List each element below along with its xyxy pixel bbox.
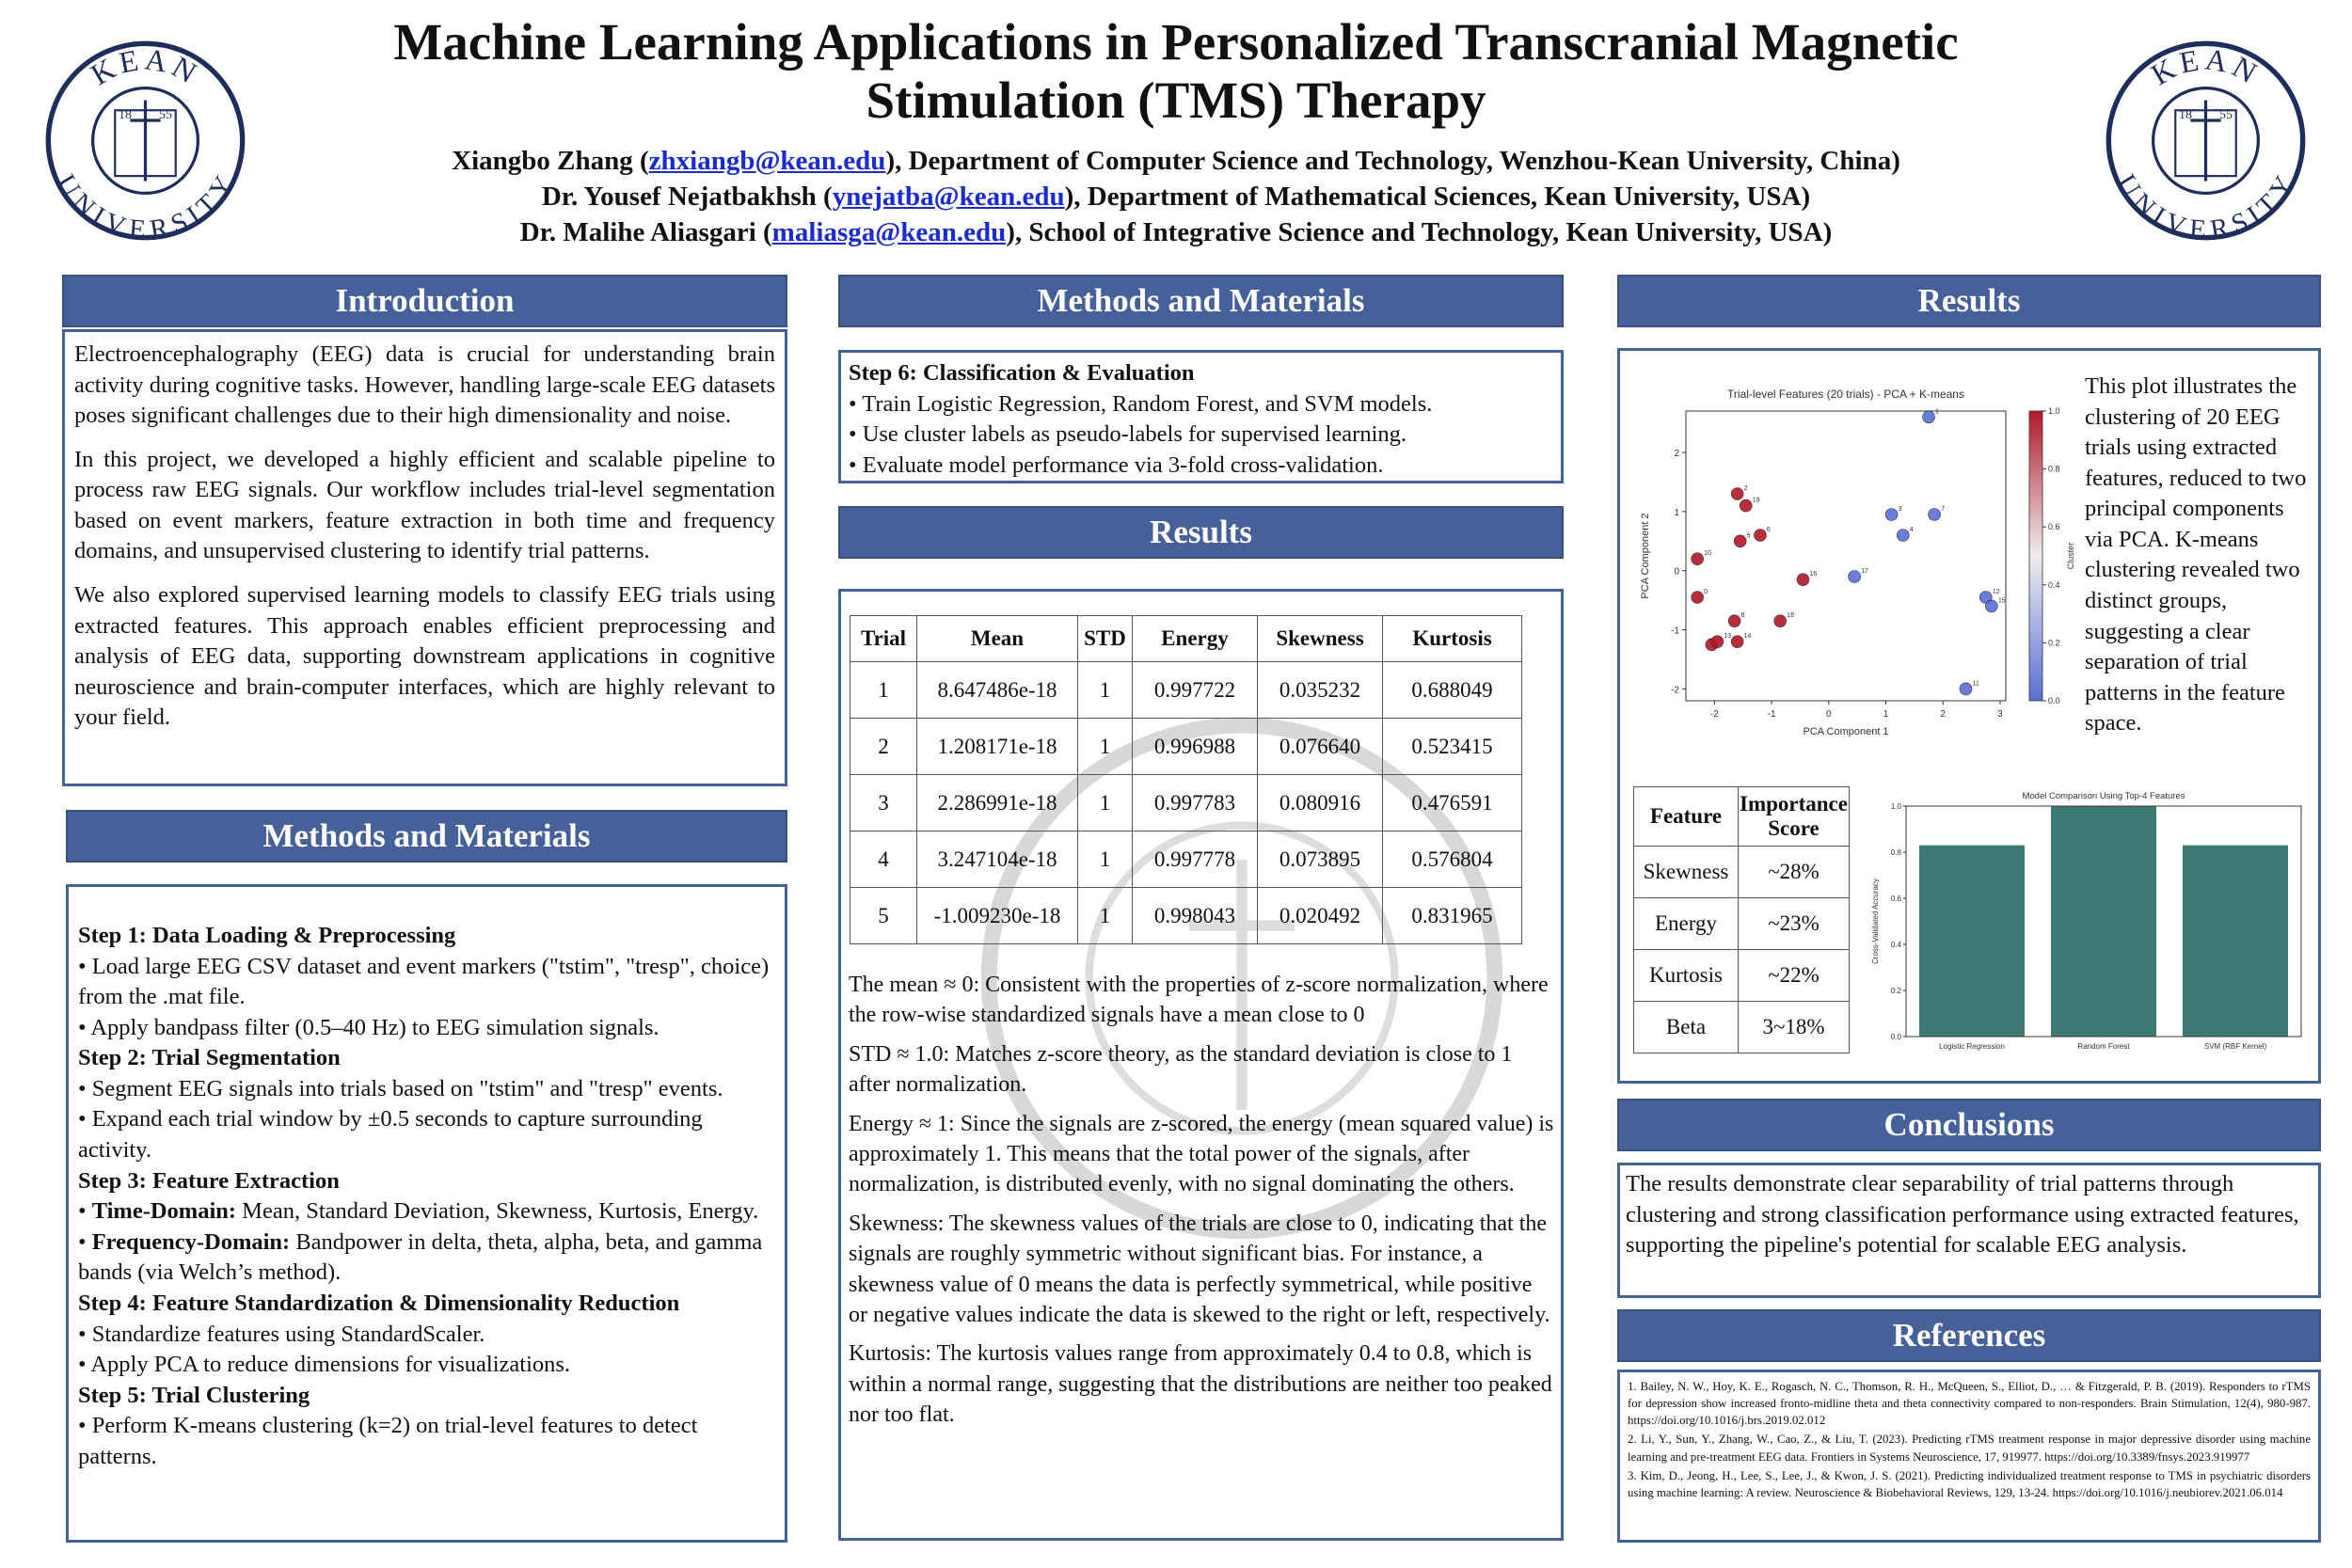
colorbar-tick-label: 0.2: [2048, 638, 2060, 648]
scatter-point: [1885, 509, 1898, 521]
y-tick-label: 0.6: [1890, 895, 1901, 903]
table-cell: 1: [1078, 775, 1133, 832]
scatter-point: [1929, 509, 1941, 521]
scatter-point: [1985, 600, 1997, 612]
table-header: Mean: [917, 616, 1078, 662]
y-axis-label: PCA Component 2: [1640, 513, 1651, 599]
reference-3: 3. Kim, D., Jeong, H., Lee, S., Lee, J., & Kwon, J. S. (2021). Predicting individualized treatment response to TMS in psychiatric disorders using machine learning: A review. Neuroscience & Biobehavioral Reviews, 129, 13-24. https://doi.org/10.1016/j.neubiorev.2021.06.014: [1628, 1468, 2311, 1499]
table-row: [850, 662, 1522, 719]
table-header: Energy: [1133, 616, 1258, 662]
table-cell: 0.020492: [1258, 888, 1383, 944]
y-tick-label: 0.8: [1890, 848, 1901, 857]
results-mid-heading: Results: [838, 506, 1564, 559]
table-cell: 0.997778: [1133, 832, 1258, 888]
logo-year-left: 18: [119, 107, 132, 122]
point-label: 13: [1724, 633, 1732, 641]
plot-frame: [1686, 411, 2006, 701]
table-cell: 4: [850, 832, 917, 888]
table-cell: 0.476591: [1383, 775, 1522, 832]
point-label: 16: [1809, 571, 1818, 578]
intro-paragraph-1: Electroencephalography (EEG) data is crucial for understanding brain activity during cognitive tasks. However, handling large-scale EEG datasets poses significant challenges due to their high dimensionality and noise.: [74, 341, 775, 429]
y-tick-label: 0.4: [1890, 941, 1901, 949]
pca-scatter-chart: [1629, 372, 2081, 738]
table-cell: 1.208171e-18: [917, 719, 1078, 775]
table-cell: Skewness: [1634, 847, 1739, 898]
table-cell: 0.831965: [1383, 888, 1522, 944]
table-cell: ~22%: [1739, 950, 1850, 1002]
scatter-point: [1923, 411, 1935, 423]
x-tick-label: Logistic Regression: [1939, 1042, 2005, 1051]
introduction-heading: Introduction: [62, 275, 787, 327]
x-tick-label: 1: [1883, 709, 1889, 720]
results-discussion: [849, 970, 1556, 1438]
point-label: 6: [1766, 527, 1771, 533]
table-cell: 0.035232: [1258, 662, 1383, 719]
chart-title: Trial-level Features (20 trials) - PCA + K-means: [1727, 388, 1964, 401]
feature-importance-table: [1633, 786, 1850, 1053]
scatter-point: [1692, 553, 1704, 565]
methods-heading: Methods and Materials: [66, 810, 787, 863]
table-cell: Kurtosis: [1634, 950, 1739, 1002]
point-label: 14: [1743, 633, 1752, 641]
point-label: 15: [1997, 597, 2006, 605]
methods-box: [66, 884, 787, 1543]
scatter-point: [1731, 636, 1743, 648]
scatter-point: [1731, 488, 1743, 500]
table-cell: -1.009230e-18: [917, 888, 1078, 944]
svg-text:KEAN: [2145, 41, 2266, 91]
table-cell: 1: [1078, 832, 1133, 888]
table-row: [850, 775, 1522, 832]
bullet-bold-label: Time-Domain:: [91, 1198, 237, 1225]
step-2-bullet-1: • Segment EEG signals into trials based on "tstim" and "tresp" events.: [78, 1075, 723, 1101]
author-name: Dr. Yousef Nejatbakhsh (: [541, 182, 833, 212]
table-cell: Energy: [1634, 898, 1739, 950]
logo-year-right: 55: [2219, 107, 2233, 122]
scatter-point: [1849, 571, 1861, 583]
table-cell: 0.997783: [1133, 775, 1258, 832]
chart-title: Model Comparison Using Top-4 Features: [2022, 791, 2185, 801]
y-tick-label: -2: [1671, 685, 1679, 696]
y-tick-label: 2: [1674, 449, 1679, 459]
step-3-bullet-2: • Frequency-Domain: Bandpower in delta, theta, alpha, beta, and gamma bands (via Welch’s method).: [78, 1228, 763, 1286]
poster-title: [310, 13, 2042, 129]
methods-continued-heading: Methods and Materials: [838, 275, 1564, 327]
logo-bottom-text: UNIVERSITY: [50, 169, 241, 242]
step-2-title: Step 2: Trial Segmentation: [78, 1045, 341, 1071]
y-tick-label: 1.0: [1890, 802, 1901, 811]
point-label: 18: [1787, 612, 1794, 620]
references-box: [1617, 1370, 2321, 1543]
step-3-title: Step 3: Feature Extraction: [78, 1167, 340, 1194]
reference-1: 1. Bailey, N. W., Hoy, K. E., Rogasch, N. C., Thomson, R. H., McQueen, S., Elliot, D., … & Fitzgerald, P. B. (2019). Responders to rTMS for depression show increased fronto-midline theta and theta connectivity compared to non-responders. Brain Stimulation, 12(4), 980-987. https://doi.org/10.1016/j.brs.2019.02.012: [1628, 1380, 2311, 1428]
table-cell: ~23%: [1739, 898, 1850, 950]
author-affiliation: ), Department of Mathematical Sciences, Kean University, USA): [1064, 182, 1811, 212]
introduction-box: [62, 329, 787, 786]
statistics-table: [850, 615, 1522, 944]
x-tick-label: 3: [1997, 709, 2003, 720]
methods-continued-box: [838, 350, 1564, 483]
logo-bottom-text: UNIVERSITY: [2110, 169, 2301, 242]
intro-paragraph-2: In this project, we developed a highly efficient and scalable pipeline to process raw EEG signals. Our workflow includes trial-level segmentation based on event markers, feature extraction in both time and frequency domains, and unsupervised clustering to identify trial patterns.: [74, 446, 775, 564]
table-cell: 1: [1078, 888, 1133, 944]
table-cell: 1: [1078, 719, 1133, 775]
step-6-bullet-1: • Train Logistic Regression, Random Forest, and SVM models.: [849, 390, 1433, 417]
table-header: Trial: [850, 616, 917, 662]
colorbar-label: Cluster: [2066, 542, 2075, 570]
table-header: Kurtosis: [1383, 616, 1522, 662]
point-label: 17: [1861, 568, 1868, 575]
point-label: 3: [1898, 506, 1902, 513]
scatter-point: [1692, 592, 1704, 604]
x-axis-label: PCA Component 1: [1803, 726, 1889, 737]
point-label: 11: [1972, 680, 1979, 688]
author-email-link[interactable]: ynejatba@kean.edu: [832, 182, 1065, 212]
step-1-title: Step 1: Data Loading & Preprocessing: [78, 923, 456, 948]
step-6-title: Step 6: Classification & Evaluation: [849, 360, 1195, 386]
scatter-point: [1711, 636, 1724, 648]
table-header: Skewness: [1258, 616, 1383, 662]
step-4-bullet-1: • Standardize features using StandardScaler.: [78, 1321, 485, 1347]
x-tick-label: Random Forest: [2077, 1042, 2130, 1051]
scatter-point: [1797, 574, 1809, 586]
title-line-2: Stimulation (TMS) Therapy: [866, 71, 1486, 129]
table-cell: 5: [850, 888, 917, 944]
logo-top-text: KEAN: [85, 41, 206, 92]
x-tick-label: SVM (RBF Kernel): [2203, 1042, 2267, 1051]
table-cell: 0.076640: [1258, 719, 1383, 775]
table-cell: 1: [850, 662, 917, 719]
bar: [1919, 846, 2025, 1037]
discussion-std: STD ≈ 1.0: Matches z-score theory, as the standard deviation is close to 1 after normalization.: [849, 1041, 1513, 1098]
point-label: 4: [1909, 527, 1914, 533]
table-row: [850, 888, 1522, 944]
colorbar: [2029, 411, 2042, 701]
author-email-link[interactable]: zhxiangb@kean.edu: [648, 146, 886, 176]
table-cell: 0.080916: [1258, 775, 1383, 832]
results-right-heading: Results: [1617, 275, 2321, 327]
y-axis-label: Cross-Validated Accuracy: [1871, 879, 1880, 964]
author-2: [282, 182, 2070, 213]
table-cell: 8.647486e-18: [917, 662, 1078, 719]
bar: [2183, 846, 2288, 1037]
table-cell: 1: [1078, 662, 1133, 719]
point-label: 8: [1740, 612, 1745, 620]
table-header: Feature: [1634, 787, 1739, 847]
kean-logo-right: [2105, 40, 2307, 242]
table-cell: 0.998043: [1133, 888, 1258, 944]
colorbar-tick-label: 1.0: [2048, 406, 2060, 416]
table-cell: 3: [850, 775, 917, 832]
svg-text:KEAN: [85, 41, 206, 91]
author-1: [282, 146, 2070, 177]
reference-2: 2. Li, Y., Sun, Y., Zhang, W., Cao, Z., & Liu, T. (2023). Predicting rTMS treatment response in major depressive disorder using machine learning and pre-treatment EEG data. Frontiers in Systems Neuroscience, 17, 919977. https://doi.org/10.3389/fnsys.2023.919977: [1628, 1433, 2311, 1464]
discussion-kurtosis: Kurtosis: The kurtosis values range from approximately 0.4 to 0.8, which is within a normal range, suggesting that the distributions are neither too peaked nor too flat.: [849, 1341, 1552, 1428]
y-tick-label: 1: [1674, 507, 1679, 518]
x-tick-label: -1: [1767, 709, 1776, 720]
author-affiliation: ), Department of Computer Science and Technology, Wenzhou-Kean University, China): [885, 146, 1900, 176]
results-right-box: [1617, 348, 2321, 1084]
x-tick-label: 0: [1826, 709, 1832, 720]
step-6-bullet-2: • Use cluster labels as pseudo-labels for supervised learning.: [849, 421, 1407, 448]
scatter-point: [1754, 530, 1766, 542]
table-cell: 3.247104e-18: [917, 832, 1078, 888]
table-cell: 2: [850, 719, 917, 775]
step-5-title: Step 5: Trial Clustering: [78, 1382, 310, 1408]
step-1-bullet-1: • Load large EEG CSV dataset and event markers ("tstim", "tresp", choice) from the .mat file.: [78, 953, 770, 1010]
kean-logo-left: [44, 40, 246, 242]
title-line-1: Machine Learning Applications in Personalized Transcranial Magnetic: [393, 13, 1959, 71]
author-name: Xiangbo Zhang (: [452, 146, 649, 176]
bullet-bold-label: Frequency-Domain:: [91, 1228, 291, 1255]
table-cell: 0.523415: [1383, 719, 1522, 775]
table-cell: 0.576804: [1383, 832, 1522, 888]
author-3: [282, 217, 2070, 248]
point-label: 19: [1752, 497, 1760, 504]
step-2-bullet-2: • Expand each trial window by ±0.5 seconds to capture surrounding activity.: [78, 1106, 703, 1164]
point-label: 0: [1704, 589, 1708, 595]
table-cell: 2.286991e-18: [917, 775, 1078, 832]
table-row: [850, 832, 1522, 888]
table-header: STD: [1078, 616, 1133, 662]
colorbar-tick-label: 0.0: [2048, 696, 2060, 705]
bullet-text: Bandpower in delta, theta, alpha, beta, and gamma bands (via Welch’s method).: [78, 1228, 763, 1286]
step-1-bullet-2: • Apply bandpass filter (0.5–40 Hz) to EEG simulation signals.: [78, 1014, 660, 1040]
references-heading: References: [1617, 1309, 2321, 1362]
step-5-bullet-1: • Perform K-means clustering (k=2) on trial-level features to detect patterns.: [78, 1413, 698, 1469]
scatter-point: [1774, 615, 1787, 627]
y-tick-label: 0: [1674, 566, 1679, 578]
point-label: 10: [1704, 550, 1711, 558]
scatter-point: [1728, 615, 1740, 627]
step-3-bullet-1: • Time-Domain: Mean, Standard Deviation, Skewness, Kurtosis, Energy.: [78, 1198, 759, 1225]
x-tick-label: 2: [1940, 709, 1946, 720]
table-row: [1634, 847, 1850, 898]
table-row: [1634, 1002, 1850, 1053]
table-header: Importance Score: [1739, 787, 1850, 847]
table-row: [1634, 950, 1850, 1002]
scatter-point: [1960, 683, 1972, 695]
logo-year-left: 18: [2179, 107, 2192, 122]
logo-top-text: KEAN: [2145, 41, 2266, 92]
point-label: 7: [1941, 506, 1946, 513]
table-cell: 3~18%: [1739, 1002, 1850, 1053]
y-tick-label: 0.0: [1890, 1033, 1901, 1041]
point-label: 12: [1992, 589, 2000, 595]
table-row: [1634, 898, 1850, 950]
author-affiliation: ), School of Integrative Science and Technology, Kean University, USA): [1006, 217, 1833, 247]
bullet-text: Mean, Standard Deviation, Skewness, Kurtosis, Energy.: [236, 1198, 759, 1225]
point-label: 5: [1746, 532, 1751, 540]
table-cell: ~28%: [1739, 847, 1850, 898]
point-label: 2: [1743, 485, 1748, 492]
model-comparison-chart: [1867, 785, 2309, 1058]
discussion-mean: The mean ≈ 0: Consistent with the properties of z-score normalization, where the row-wise standardized signals have a mean close to 0: [849, 973, 1549, 1028]
scatter-caption: This plot illustrates the clustering of 20 EEG trials using extracted features, reduced to two principal components via PCA. K-means clustering revealed two distinct groups, suggesting a clear separation of trial patterns in the feature space.: [2085, 373, 2307, 736]
logo-year-right: 55: [159, 107, 172, 122]
x-tick-label: -2: [1709, 709, 1719, 720]
step-4-bullet-2: • Apply PCA to reduce dimensions for visualizations.: [78, 1352, 571, 1378]
table-cell: Beta: [1634, 1002, 1739, 1053]
step-4-title: Step 4: Feature Standardization & Dimensionality Reduction: [78, 1290, 680, 1316]
results-mid-box: [838, 589, 1564, 1541]
author-email-link[interactable]: maliasga@kean.edu: [771, 217, 1007, 247]
scatter-point: [1897, 530, 1909, 542]
colorbar-tick-label: 0.4: [2048, 579, 2060, 590]
scatter-point: [1734, 535, 1746, 547]
author-name: Dr. Malihe Aliasgari (: [519, 217, 772, 247]
table-cell: 0.997722: [1133, 662, 1258, 719]
table-row: [850, 719, 1522, 775]
table-cell: 0.688049: [1383, 662, 1522, 719]
discussion-skewness: Skewness: The skewness values of the trials are close to 0, indicating that the signals are roughly symmetric without significant bias. For instance, a skewness value of 0 means the data is perfectly symmetrical, while positive or negative values indicate the data is skewed to the right or left, respectively.: [849, 1211, 1550, 1327]
conclusions-heading: Conclusions: [1617, 1099, 2321, 1151]
y-tick-label: -1: [1671, 626, 1679, 637]
colorbar-tick-label: 0.6: [2048, 522, 2060, 532]
conclusions-box: The results demonstrate clear separability of trial patterns through clustering and strong classification performance using extracted features, supporting the pipeline's potential for scalable EEG analysis.: [1617, 1163, 2321, 1298]
table-cell: 0.996988: [1133, 719, 1258, 775]
intro-paragraph-3: We also explored supervised learning models to classify EEG trials using extracted features. This approach enables efficient preprocessing and analysis of EEG data, supporting downstream applications in cognitive neuroscience and brain-computer interfaces, which are highly relevant to your field.: [74, 582, 775, 731]
table-cell: 0.073895: [1258, 832, 1383, 888]
scatter-point: [1740, 499, 1752, 512]
point-label: 1: [1935, 408, 1939, 416]
y-tick-label: 0.2: [1890, 987, 1901, 995]
bar: [2051, 806, 2156, 1037]
discussion-energy: Energy ≈ 1: Since the signals are z-scored, the energy (mean squared value) is approximately 1. This means that the total power of the signals, after normalization, is distributed evenly, with no signal dominating the others.: [849, 1111, 1554, 1197]
step-6-bullet-3: • Evaluate model performance via 3-fold cross-validation.: [849, 451, 1384, 478]
colorbar-tick-label: 0.8: [2048, 464, 2060, 474]
